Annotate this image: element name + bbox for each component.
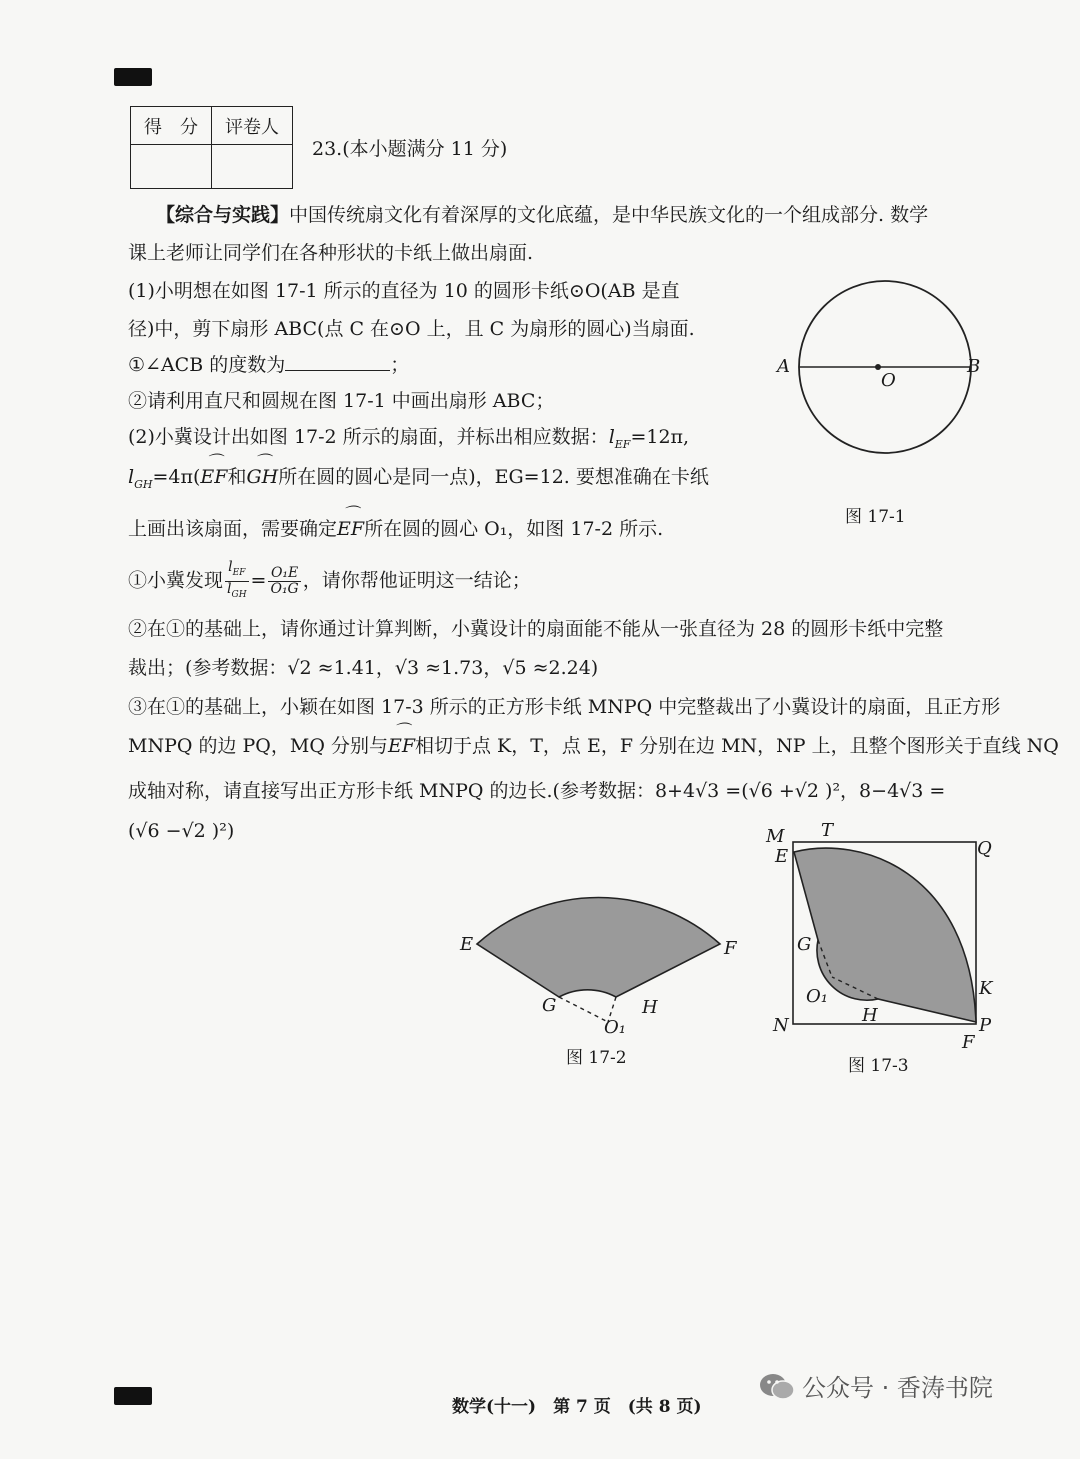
arc-gh: ⌒ GH xyxy=(246,464,278,490)
fig1-caption: 图 17-1 xyxy=(845,507,906,527)
score-table xyxy=(130,106,293,189)
part2-line-3-b: 所在圆的圆心 O₁，如图 17-2 所示. xyxy=(364,518,664,540)
fig1-label-b: B xyxy=(967,356,981,377)
fig3-label-q: Q xyxy=(977,838,992,859)
question-title: 23.(本小题满分 11 分) xyxy=(312,138,508,160)
fig3-label-p: P xyxy=(979,1015,992,1036)
part2-q1: ①小冀发现 $\frac{l_{EF}}{l_{GH}}$ = $\frac{\text{O₁E}}{\text{O₁G}}$ ，请你帮他证明这一结论； xyxy=(128,560,531,603)
part2-q3-line-4: (√6 −√2 )²) xyxy=(128,820,235,842)
arc-ef-3: ⌒ EF xyxy=(388,733,415,759)
answer-blank[interactable] xyxy=(285,352,390,371)
fig3-label-e: E xyxy=(775,846,789,867)
fig2-label-h: H xyxy=(642,997,658,1018)
fig3-label-k: K xyxy=(979,978,993,999)
part2-line-2-rest: 所在圆的圆心是同一点)，EG=12. 要想准确在卡纸 xyxy=(278,466,709,488)
registration-mark-top xyxy=(114,68,152,86)
part2-q1-a: ①小冀发现 xyxy=(128,569,224,592)
part2-line-1-formula: =12π, xyxy=(630,426,690,448)
part2-q3-line-2 xyxy=(128,733,1059,759)
fig1-label-o: O xyxy=(881,370,896,391)
registration-mark-bottom xyxy=(114,1387,152,1405)
fig3-label-h: H xyxy=(862,1005,878,1026)
intro-tag: 【综合与实践】 xyxy=(156,204,290,226)
part2-q3-line-3: 成轴对称，请直接写出正方形卡纸 MNPQ 的边长.(参考数据：8+4√3 =(√6 +√2 )²，8−4√3 = xyxy=(128,780,946,802)
fan-shape xyxy=(477,898,720,997)
part2-line-1-text: (2)小冀设计出如图 17-2 所示的扇面，并标出相应数据： xyxy=(128,426,609,448)
part1-q1-text: ①∠ACB 的度数为 xyxy=(128,354,286,376)
fig3-label-f: F xyxy=(962,1032,975,1053)
dashed-line-g-o1 xyxy=(559,997,608,1022)
part1-q1-end: ； xyxy=(390,354,410,376)
watermark xyxy=(758,1368,993,1403)
radius-ratio-fraction: $\frac{\text{O₁E}}{\text{O₁G}}$ xyxy=(270,564,299,597)
fig3-label-g: G xyxy=(797,934,812,955)
fig3-label-t: T xyxy=(821,820,834,841)
part2-q2-line-2: 裁出；(参考数据：√2 ≈1.41，√3 ≈1.73，√5 ≈2.24) xyxy=(128,657,599,679)
fig1-label-a: A xyxy=(777,356,790,377)
part2-q2-line-1: ②在①的基础上，请你通过计算判断，小冀设计的扇面能不能从一张直径为 28 的圆形卡纸中完整 xyxy=(128,618,944,640)
arc-ratio-fraction: $\frac{l_{EF}}{l_{GH}}$ xyxy=(227,559,247,600)
arc-ef-2: ⌒ EF xyxy=(337,516,364,542)
part2-line-2 xyxy=(128,464,709,498)
intro-text-1: 中国传统扇文化有着深厚的文化底蕴，是中华民族文化的一个组成部分. 数学 xyxy=(289,204,929,226)
intro-line-1 xyxy=(156,202,928,228)
part1-line-2: 径)中，剪下扇形 ABC(点 C 在⊙O 上，且 C 为扇形的圆心)当扇面. xyxy=(128,318,695,340)
part2-q1-b: ，请你帮他证明这一结论； xyxy=(302,569,531,592)
watermark-text: 公众号 · 香涛书院 xyxy=(802,1374,993,1402)
part2-line-2-formula: =4π( xyxy=(152,466,201,488)
part2-q3-line-2-b: 相切于点 K，T，点 E，F 分别在边 MN，NP 上，且整个图形关于直线 NQ xyxy=(415,735,1059,757)
fig3-label-m: M xyxy=(766,826,785,847)
part1-line-1: (1)小明想在如图 17-1 所示的直径为 10 的圆形卡纸⊙O(AB 是直 xyxy=(128,280,680,302)
part2-and: 和 xyxy=(227,466,247,488)
fig2-label-g: G xyxy=(542,995,557,1016)
arc-ef: ⌒ EF xyxy=(200,464,227,490)
grader-cell[interactable] xyxy=(212,145,293,189)
arc-length-symbol-ef: $l_{EF}$ xyxy=(608,426,631,451)
arc-length-symbol-gh: $l_{GH}$ xyxy=(128,466,153,491)
figure-17-2 xyxy=(440,860,760,1040)
figure-17-3 xyxy=(780,830,1000,1040)
intro-line-2: 课上老师让同学们在各种形状的卡纸上做出扇面. xyxy=(128,242,534,264)
fig2-label-f: F xyxy=(724,938,737,959)
fig3-label-n: N xyxy=(773,1015,789,1036)
part1-q1 xyxy=(128,352,409,378)
part2-q3-line-2-a: MNPQ 的边 PQ，MQ 分别与 xyxy=(128,735,388,757)
grader-header: 评卷人 xyxy=(212,107,293,145)
fig2-caption: 图 17-2 xyxy=(566,1048,627,1068)
part2-line-3-a: 上画出该扇面，需要确定 xyxy=(128,518,338,540)
wechat-icon xyxy=(758,1370,796,1402)
part2-line-3 xyxy=(128,516,663,542)
fig3-caption: 图 17-3 xyxy=(848,1056,909,1076)
page-footer: 数学(十一) 第 7 页 (共 8 页) xyxy=(452,1397,702,1417)
part2-q3-line-1: ③在①的基础上，小颖在如图 17-3 所示的正方形卡纸 MNPQ 中完整裁出了小冀设计的扇面，且正方形 xyxy=(128,696,1001,718)
fig2-label-o1: O₁ xyxy=(604,1017,626,1038)
score-header: 得 分 xyxy=(131,107,212,145)
score-cell[interactable] xyxy=(131,145,212,189)
fig2-label-e: E xyxy=(460,934,474,955)
part1-q2: ②请利用直尺和圆规在图 17-1 中画出扇形 ABC； xyxy=(128,390,555,412)
fig3-label-o1: O₁ xyxy=(806,986,828,1007)
